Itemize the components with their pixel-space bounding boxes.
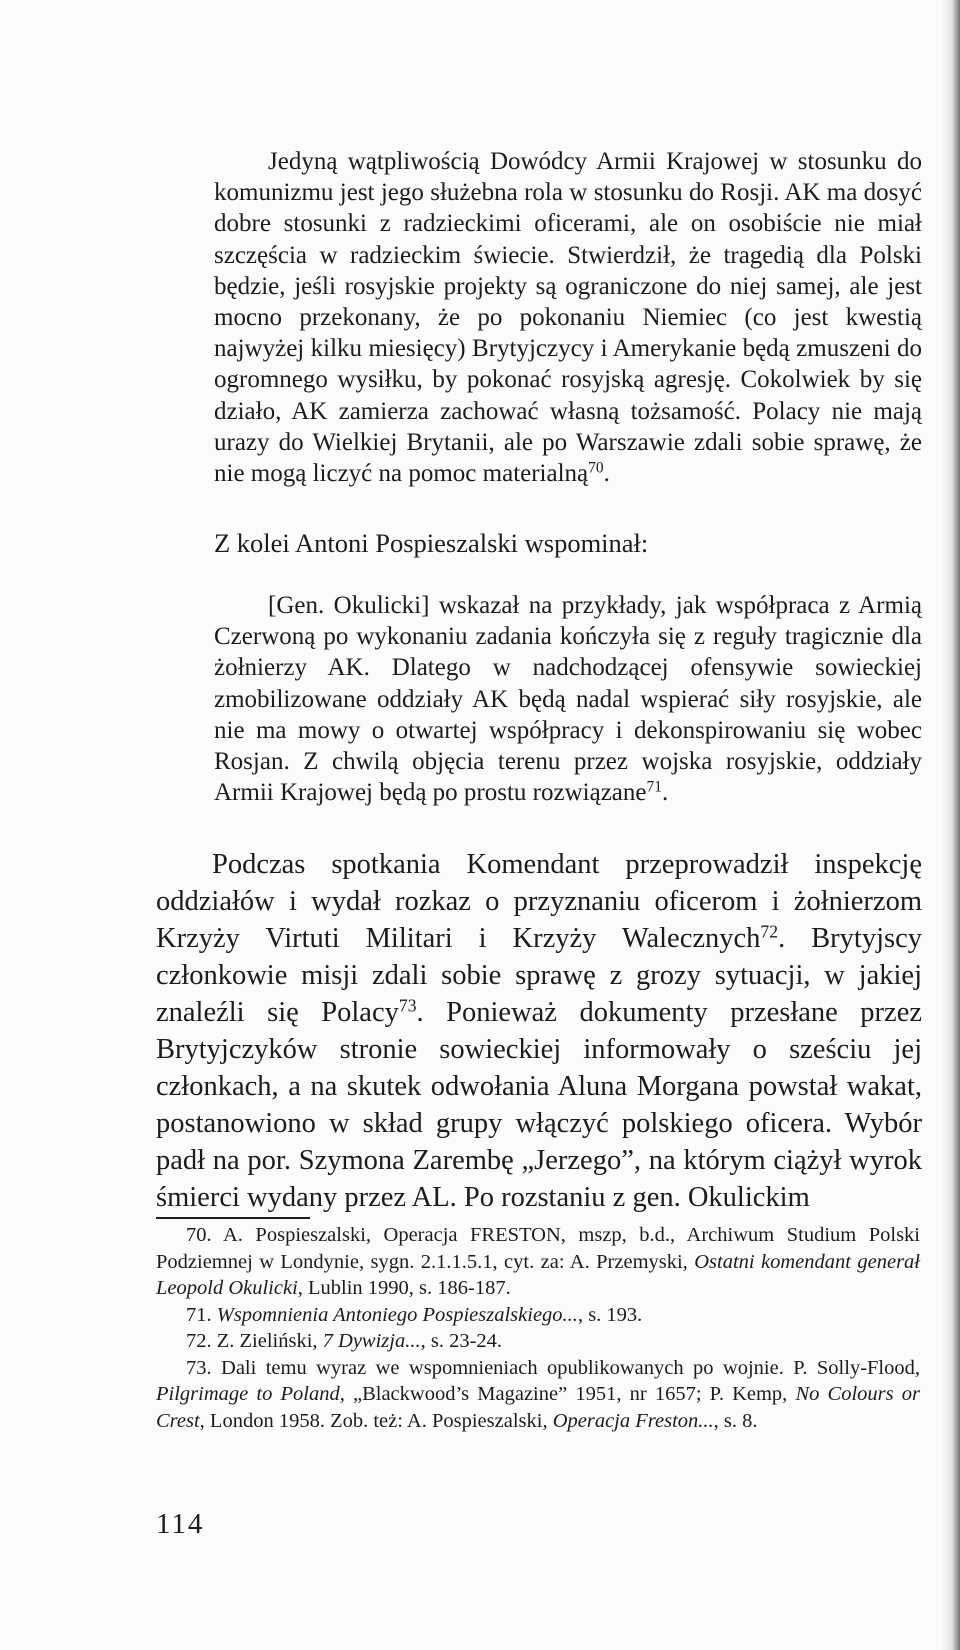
paragraph-part-3: . Ponieważ dokumenty przesłane przez Brytyjczyków stronie sowieckiej informowały o sześciu jej członkach, a na skutek odwołania Aluna Morgana powstał wakat, postanowiono w skład grupy włączyć polskiego oficera. Wybór padł na por. Szymona Zarembę „Jerzego”, na którym ciążył wyrok śmierci wydany przez AL. Po rozstaniu z gen. Okulickim [156,997,922,1213]
intro-line-text: Z kolei Antoni Pospieszalski wspominał: [214,528,649,558]
footnote-71 [156,1302,920,1329]
footnote-number: 70. [186,1224,212,1246]
paragraph-part-2: . Brytyjscy członkowie misji zdali sobie sprawę z grozy sytuacji, w jakiej znaleźli się Polacy [156,923,922,1028]
page-number: 114 [156,1508,205,1540]
footnote-title: Wspomnienia Antoniego Pospieszalskiego... [216,1303,578,1326]
footnote-72 [156,1328,920,1355]
footnote-text: Dali temu wyraz we wspomnieniach opublikowanych po wojnie. P. Solly-Flood, [221,1356,920,1379]
footnotes [156,1222,920,1434]
quote-1-end: . [603,460,610,488]
quote-2-text: [Gen. Okulicki] wskazał na przykłady, jak współpraca z Armią Czerwoną po wykonaniu zadania kończyła się z reguły tragicznie dla żołnierzy AK. Dlatego w nadchodzącej ofensywie sowieckiej zmobilizowane oddziały AK będą nadal wspierać siły rosyjskie, ale nie ma mowy o otwartej współpracy i dekonspirowaniu się wobec Rosjan. Z chwilą objęcia terenu przez wojska rosyjskie, oddziały Armii Krajowej będą po prostu rozwiązane [214,592,922,807]
page-edge-shadow [942,0,960,1650]
quote-1-text: Jedyną wątpliwością Dowódcy Armii Krajowej w stosunku do komunizmu jest jego służebna rola w stosunku do Rosji. AK ma dosyć dobre stosunki z radzieckimi oficerami, ale on osobiście nie miał szczęścia w radzieckim świecie. Stwierdził, że tragedią dla Polski będzie, jeśli rosyjskie projekty są ograniczone do niej samej, ale jest mocno przekonany, że po pokonaniu Niemiec (co jest kwestią najwyżej kilku miesięcy) Brytyjczycy i Amerykanie będą zmuszeni do ogromnego wysiłku, by pokonać rosyjską agresję. Cokolwiek by się działo, AK zamierza zachować własną tożsamość. Polacy nie mają urazy do Wielkiej Brytanii, ale po Warszawie zdali sobie sprawę, że nie mogą liczyć na pomoc materialną [214,148,922,488]
footnote-number: 72. [186,1330,212,1352]
footnote-number: 71. [186,1303,212,1326]
footnote-text: , s. 8. [713,1409,758,1432]
footnote-text: , s. 193. [577,1303,643,1326]
footnote-ref-70[interactable]: 70 [588,459,604,477]
intro-line [214,525,922,562]
footnote-title: Operacja Freston... [552,1409,714,1432]
footnote-ref-72[interactable]: 72 [760,921,779,942]
paragraph-part-1: Podczas spotkania Komendant przeprowadził inspekcję oddziałów i wydał rozkaz o przyznaniu oficerom i żołnierzom Krzyży Virtuti Militari i Krzyży Walecznych [156,849,922,954]
quote-block-2 [214,590,922,808]
footnote-text: A. Pospieszalski, Operacja FRESTON, mszp, b.d., Archiwum Studium Polski Podziemnej w Londynie, sygn. 2.1.1.5.1, cyt. za: A. Przemyski, [156,1224,920,1273]
footnote-ref-73[interactable]: 73 [398,995,417,1016]
footnote-divider [156,1217,310,1219]
quote-block-1 [214,146,922,489]
quote-2-end: . [661,779,669,807]
footnote-text: Z. Zieliński, [216,1330,323,1352]
footnote-title: No Colours or Crest [156,1383,920,1432]
footnote-title: Ostatni komendant generał Leopold Okulicki [156,1250,920,1299]
footnote-text: , „Blackwood’s Magazine” 1951, nr 1657; P. Kemp, [339,1383,796,1405]
footnote-title: 7 Dywizja... [322,1330,421,1352]
footnote-text: , s. 23-24. [420,1330,503,1352]
footnote-70 [156,1222,920,1302]
footnote-ref-71[interactable]: 71 [646,778,662,796]
footnote-text: , Lublin 1990, s. 186-187. [297,1277,511,1299]
main-paragraph [156,846,922,1216]
footnote-text: , London 1958. Zob. też: A. Pospieszalski, [199,1409,553,1432]
footnote-number: 73. [186,1356,212,1379]
footnote-title: Pilgrimage to Poland [156,1383,340,1405]
footnote-73 [156,1355,920,1435]
